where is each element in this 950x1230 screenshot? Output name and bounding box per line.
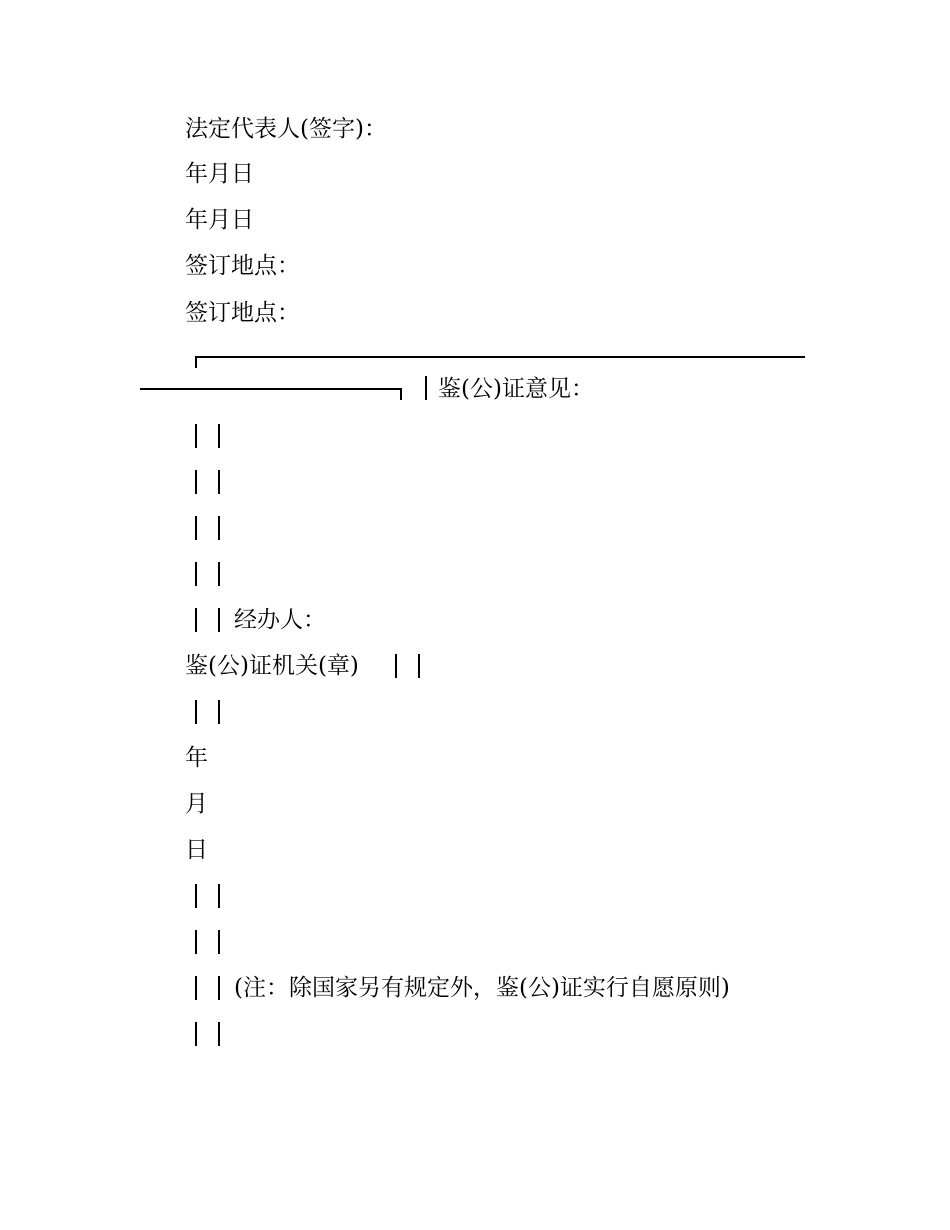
table-top-border xyxy=(195,356,805,358)
table-vertical-bar xyxy=(218,424,220,448)
table-vertical-bar xyxy=(195,976,197,1000)
signing-place-label-1: 签订地点： xyxy=(185,253,300,279)
table-vertical-bar xyxy=(195,608,197,632)
notary-opinion-label: 鉴(公)证意见： xyxy=(438,376,594,402)
table-vertical-bar xyxy=(195,424,197,448)
notary-office-seal-label: 鉴(公)证机关(章) xyxy=(185,653,359,679)
date-line-2: 年月日 xyxy=(185,207,254,233)
table-vertical-bar xyxy=(195,562,197,586)
table-vertical-bar xyxy=(218,470,220,494)
table-top-right-corner xyxy=(400,388,402,400)
month-label: 月 xyxy=(185,791,208,817)
table-vertical-bar xyxy=(418,654,420,678)
signing-place-label-2: 签订地点： xyxy=(185,300,300,326)
table-vertical-bar xyxy=(195,1022,197,1046)
table-vertical-bar xyxy=(195,884,197,908)
table-vertical-bar xyxy=(218,930,220,954)
table-vertical-bar xyxy=(195,470,197,494)
table-vertical-bar xyxy=(425,376,427,400)
table-vertical-bar xyxy=(195,700,197,724)
table-vertical-bar xyxy=(218,976,220,1000)
table-vertical-bar xyxy=(218,608,220,632)
legal-representative-signature-label: 法定代表人(签字)： xyxy=(185,116,387,142)
handler-label: 经办人： xyxy=(234,607,326,633)
date-line-1: 年月日 xyxy=(185,161,254,187)
table-vertical-bar xyxy=(395,654,397,678)
table-top-border-continued xyxy=(140,388,402,390)
table-vertical-bar xyxy=(195,930,197,954)
table-vertical-bar xyxy=(218,700,220,724)
year-label: 年 xyxy=(185,745,208,771)
table-vertical-bar xyxy=(218,562,220,586)
table-vertical-bar xyxy=(218,884,220,908)
table-vertical-bar xyxy=(218,1022,220,1046)
voluntary-principle-note: (注：除国家另有规定外，鉴(公)证实行自愿原则) xyxy=(234,975,730,1001)
day-label: 日 xyxy=(185,837,208,863)
table-vertical-bar xyxy=(218,516,220,540)
table-top-left-corner xyxy=(195,356,197,368)
table-vertical-bar xyxy=(195,516,197,540)
